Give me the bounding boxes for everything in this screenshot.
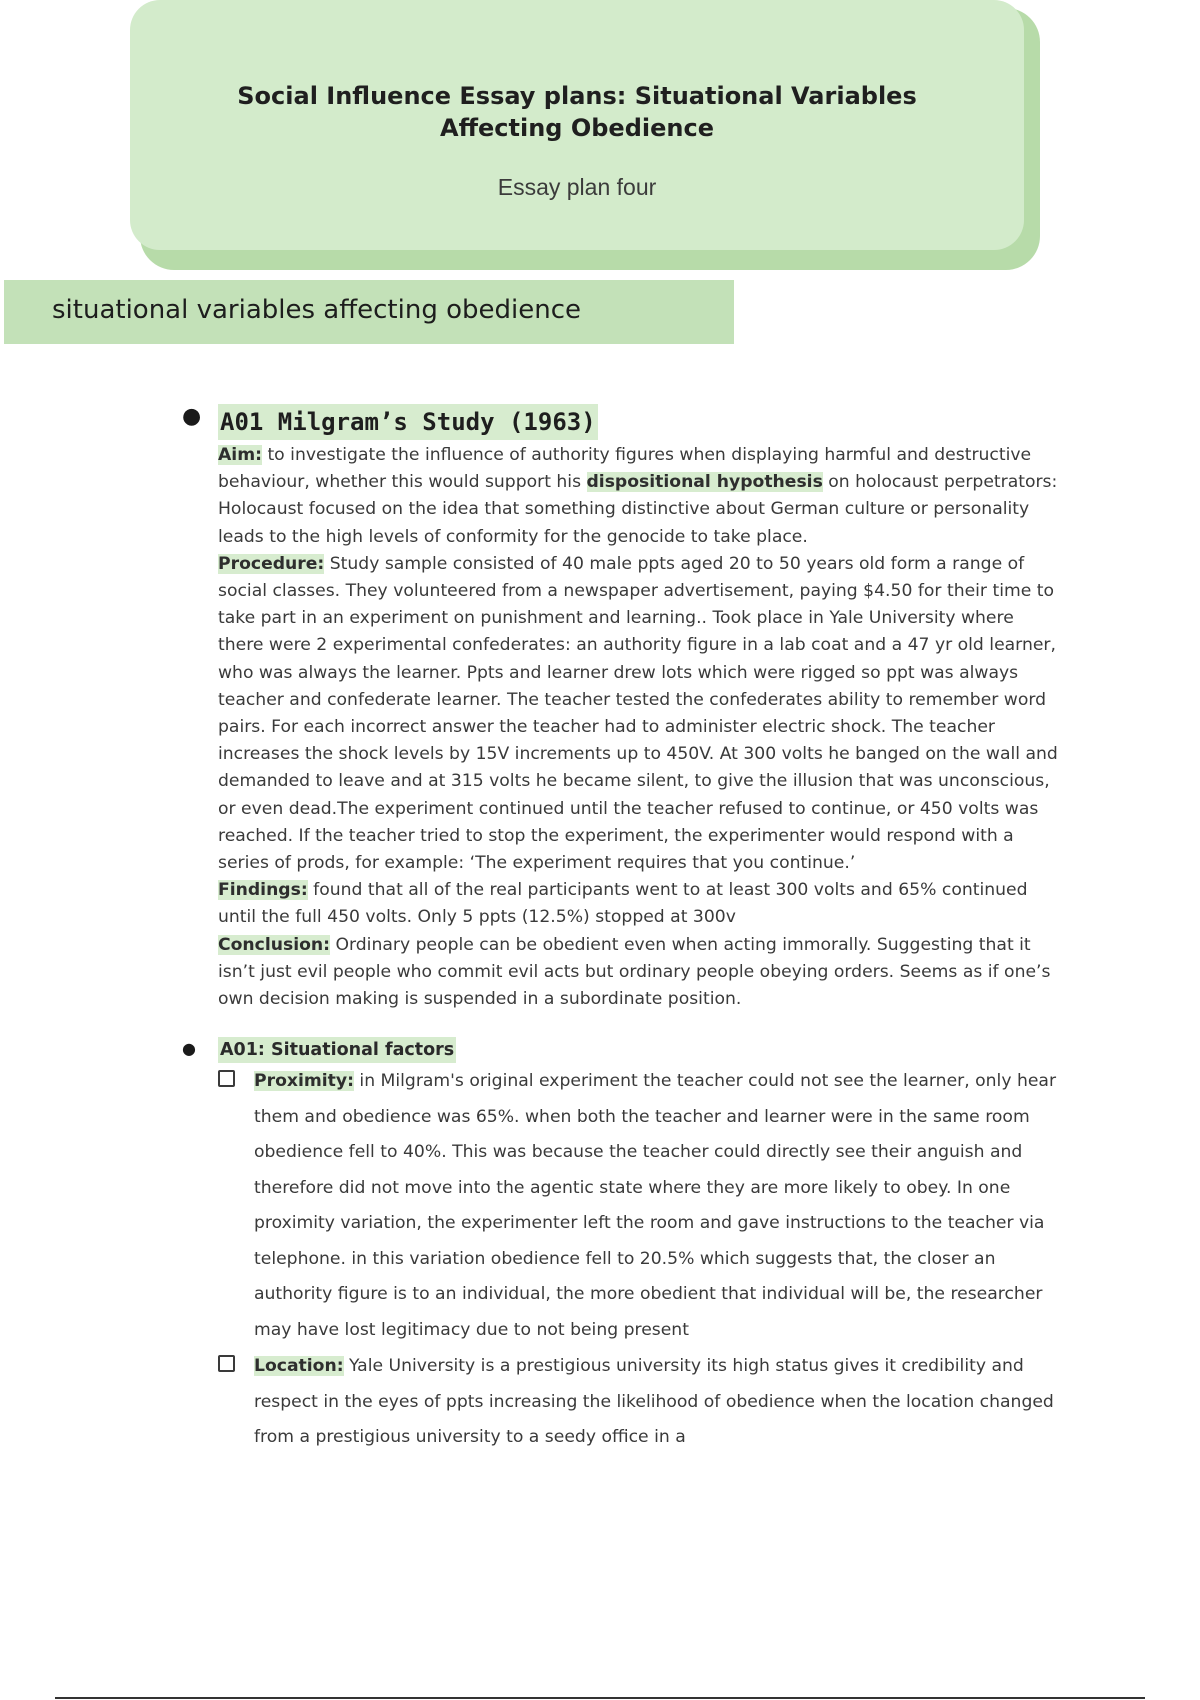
procedure-label: Procedure: xyxy=(218,553,325,574)
milgram-study-block xyxy=(180,404,1060,1013)
location-text: Yale University is a prestigious university its high status gives it credibility and respect in the eyes of ppts increasing the likelihood of obedience when the location changed from a prestigious university to a seedy office in a xyxy=(254,1356,1054,1448)
proximity-paragraph xyxy=(254,1064,1060,1348)
bullet-icon: ● xyxy=(182,1039,196,1059)
aim-label: Aim: xyxy=(218,445,262,465)
checkbox-icon[interactable] xyxy=(218,1355,235,1372)
findings-label: Findings: xyxy=(218,880,308,901)
proximity-text: in Milgram's original experiment the teacher could not see the learner, only hear them and obedience was 65%. when both the teacher and learner were in the same room obedience fell to 40%. This was because the teacher could directly see their anguish and therefore did not move into the agentic state where they are more likely to obey. In one proximity variation, the experimenter left the room and gave instructions to the teacher via telephone. in this variation obedience fell to 20.5% which suggests that, the closer an authority figure is to an individual, the more obedient that individual will be, the researcher may have lost legitimacy due to not being present xyxy=(254,1071,1057,1340)
proximity-label: Proximity: xyxy=(254,1071,354,1092)
findings-text: found that all of the real participants went to at least 300 volts and 65% continued until the full 450 volts. Only 5 ppts (12.5%) stopped at 300v xyxy=(218,880,1028,928)
procedure-text: Study sample consisted of 40 male ppts aged 20 to 50 years old form a range of social classes. They volunteered from a newspaper advertisement, paying $4.50 for their time to take part in an experiment on punishment and learning.. Took place in Yale University where there were 2 experimental confederates: an authority figure in a lab coat and a 47 yr old learner, who was always the learner. Ppts and learner drew lots which were rigged so ppt was always teacher and confederate learner. The teacher tested the confederates ability to remember word pairs. For each incorrect answer the teacher had to administer electric shock. The teacher increases the shock levels by 15V increments up to 450V. At 300 volts he banged on the wall and demanded to leave and at 315 volts he became silent, to give the illusion that was unconscious, or even dead.The experiment continued until the teacher refused to continue, or 450 volts was reached. If the teacher tried to stop the experiment, the experimenter would respond with a series of prods, for example: ‘The experiment requires that you continue.’ xyxy=(218,553,1058,874)
location-label: Location: xyxy=(254,1356,344,1377)
aim-text: to investigate the influence of authority figures when displaying harmful and destructive behaviour, whether this would support his xyxy=(218,445,1032,493)
page-bottom-rule xyxy=(55,1697,1145,1699)
milgram-study-heading: A01 Milgram’s Study (1963) xyxy=(218,404,598,440)
situational-factors-heading: A01: Situational factors xyxy=(218,1037,456,1063)
document-body xyxy=(180,404,1060,1462)
situational-factors-list xyxy=(180,1064,1060,1456)
procedure-paragraph xyxy=(218,551,1060,877)
situational-factors-block xyxy=(180,1037,1060,1063)
document-title: Social Influence Essay plans: Situational Variables Affecting Obedience xyxy=(237,82,917,142)
conclusion-text: Ordinary people can be obedient even when acting immorally. Suggesting that it isn’t just evil people who commit evil acts but ordinary people obeying orders. Seems as if one’s own decision making is suspended in a subordinate position. xyxy=(218,934,1051,1010)
conclusion-label: Conclusion: xyxy=(218,934,331,955)
aim-paragraph xyxy=(218,442,1060,551)
findings-paragraph xyxy=(218,877,1060,931)
title-banner xyxy=(130,0,1024,250)
location-paragraph xyxy=(254,1349,1060,1456)
aim-text-continued: on holocaust perpetrators: Holocaust focused on the idea that something distinctive about German culture or personality leads to the high levels of conformity for the genocide to take place. xyxy=(218,472,1058,547)
bullet-icon: ● xyxy=(182,404,202,429)
section-heading-bar xyxy=(4,280,734,344)
dispositional-hypothesis-highlight: dispositional hypothesis xyxy=(586,472,823,493)
conclusion-paragraph xyxy=(218,932,1060,1014)
list-item xyxy=(218,1349,1060,1456)
section-heading: situational variables affecting obedience xyxy=(52,295,582,325)
list-item xyxy=(218,1064,1060,1348)
document-subtitle: Essay plan four xyxy=(497,174,657,200)
checkbox-icon[interactable] xyxy=(218,1070,235,1087)
